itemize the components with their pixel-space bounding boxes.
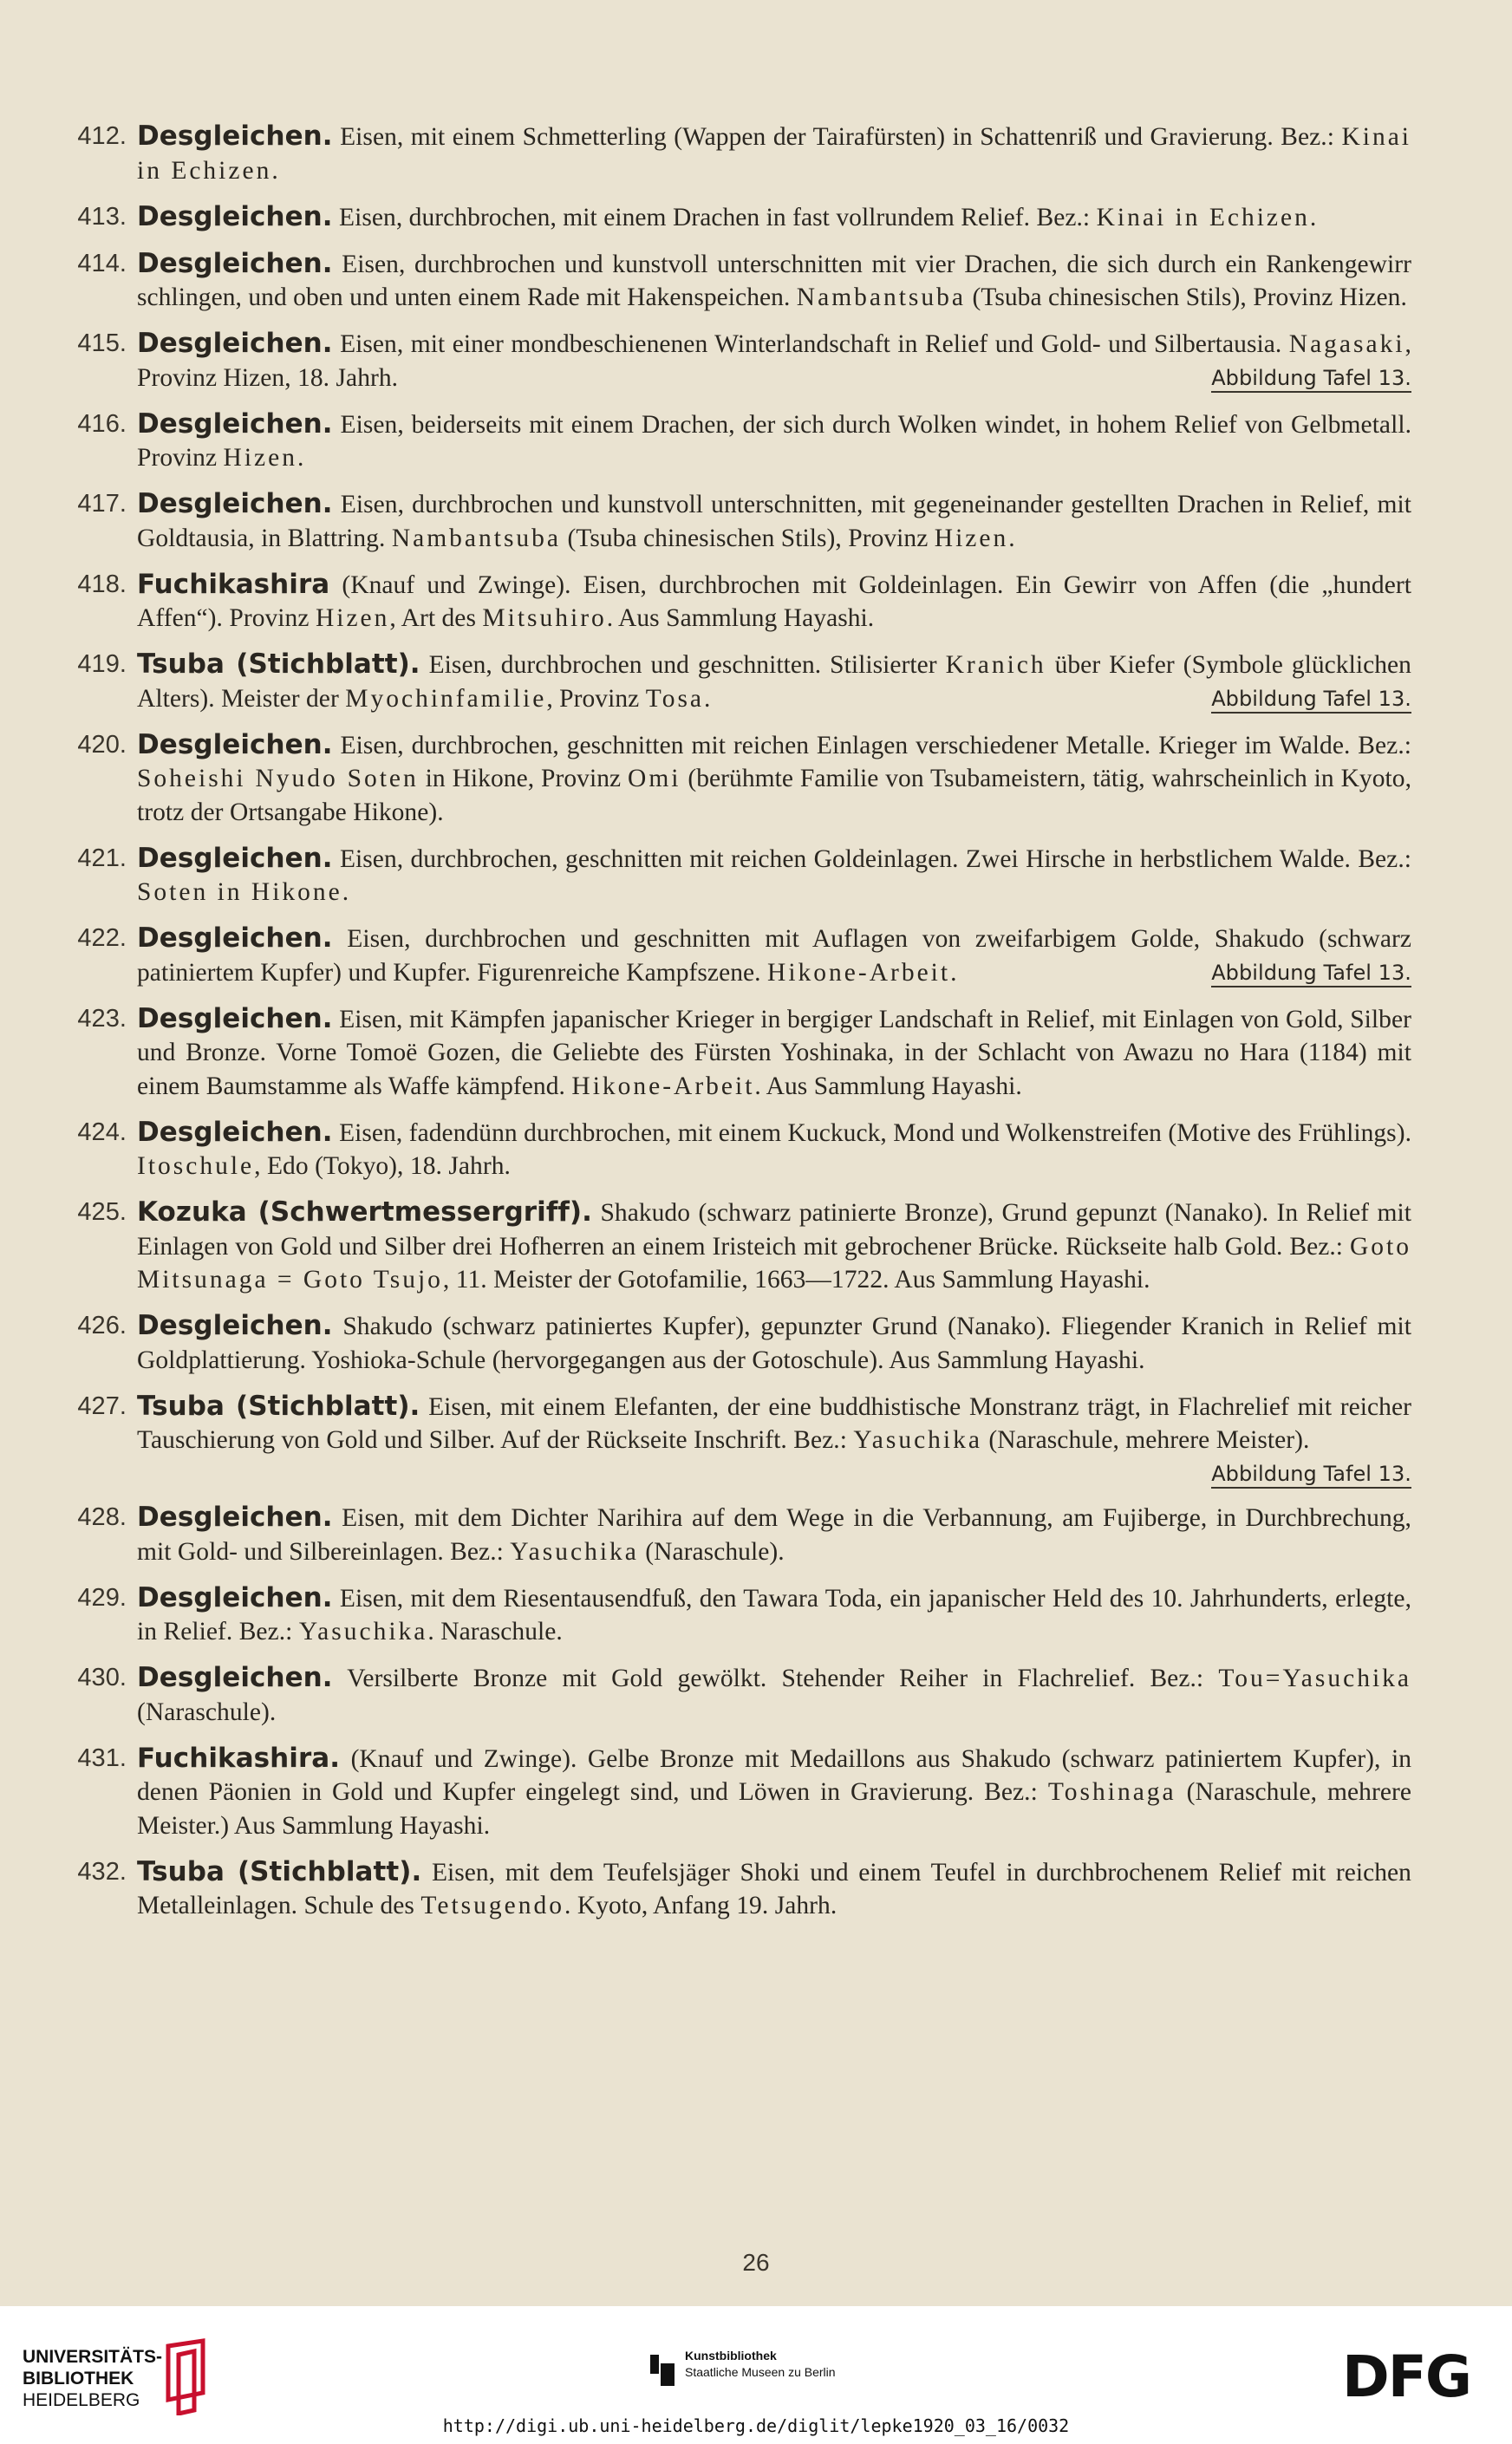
entry-description: . xyxy=(1309,203,1317,231)
entry-number: 418. xyxy=(77,570,127,598)
entry-description: Eisen, mit dem Dichter Narihira auf dem Wege in die Verbannung, am Fujiberge, in Durchbrechung, mit Gold- und Silbereinlagen. Bez.: xyxy=(137,1504,1411,1566)
entry-heading: Fuchikashira. xyxy=(137,1742,341,1774)
entry-description: . Naraschule. xyxy=(427,1618,563,1646)
entry-text xyxy=(137,1661,1411,1729)
catalog-entry xyxy=(52,922,1411,989)
entry-spaced-name: Mitsuhiro xyxy=(482,604,607,632)
entry-description: (Naraschule). xyxy=(137,1698,277,1726)
entry-text xyxy=(137,1855,1411,1923)
entry-spaced-name: Hizen xyxy=(223,444,297,472)
entry-spaced-name: Yasuchika xyxy=(510,1537,639,1566)
entry-description: (Naraschule). xyxy=(638,1537,785,1566)
entry-description: Eisen, mit dem Riesentausendfuß, den Tawara Toda, ein japanischer Held des 10. Jahrhunderts, erlegte, in Relief. Bez.: xyxy=(137,1584,1412,1646)
entry-description: . xyxy=(342,878,349,906)
entry-spaced-name: Hikone-Arbeit xyxy=(767,958,951,987)
catalog-entry xyxy=(52,120,1411,187)
entry-description: (Naraschule, mehrere Meister.) Aus Sammlung Hayashi. xyxy=(137,1778,1411,1840)
entry-heading: Desgleichen. xyxy=(137,121,333,152)
entry-description: Eisen, beiderseits mit einem Drachen, der sich durch Wolken windet, in hohem Relief von Gelbmetall. Provinz xyxy=(137,410,1411,472)
entry-description: in Hikone, Provinz xyxy=(418,765,629,792)
university-name-line-3: HEIDELBERG xyxy=(23,2390,140,2410)
entry-heading: Desgleichen. xyxy=(137,328,333,359)
entry-text xyxy=(137,407,1411,475)
entry-description: Shakudo (schwarz patiniertes Kupfer), gepunzter Grund (Nanako). Fliegender Kranich in Relief mit Goldplattierung. Yoshioka-Schule (hervorgegangen aus der Gotoschule). Aus Sammlung Hayashi. xyxy=(137,1313,1411,1374)
entry-description: Eisen, durchbrochen, geschnitten mit reichen Goldeinlagen. Zwei Hirsche in herbstlichem Walde. Bez.: xyxy=(339,844,1412,873)
entry-number: 413. xyxy=(77,202,127,231)
entry-heading: Desgleichen. xyxy=(137,1502,333,1533)
plate-reference: Abbildung Tafel 13. xyxy=(1211,686,1411,714)
entry-text xyxy=(137,1742,1411,1843)
entry-description: Eisen, durchbrochen, mit einem Drachen in fast vollrundem Relief. Bez.: xyxy=(339,203,1097,231)
entry-number: 414. xyxy=(77,249,127,277)
entry-spaced-name: Yasuchika xyxy=(853,1426,982,1454)
page-number: 26 xyxy=(742,2249,770,2276)
catalog-entry xyxy=(52,1390,1411,1489)
entry-number: 426. xyxy=(77,1312,127,1339)
smb-logo-icon xyxy=(648,2353,676,2388)
entry-spaced-name: Hizen xyxy=(315,604,390,632)
catalog-entry xyxy=(52,1501,1411,1568)
plate-reference: Abbildung Tafel 13. xyxy=(1211,1461,1411,1489)
entry-number: 428. xyxy=(77,1503,127,1531)
entry-description: , Provinz Hizen, 18. Jahrh. xyxy=(137,330,1411,392)
entry-description: Versilberte Bronze mit Gold gewölkt. Stehender Reiher in Flachrelief. Bez.: xyxy=(347,1665,1219,1692)
catalog-entry xyxy=(52,1196,1411,1297)
entry-spaced-name: Toshinaga xyxy=(1047,1778,1176,1806)
entry-spaced-name: Omi xyxy=(628,765,681,792)
entry-heading: Desgleichen. xyxy=(137,1002,333,1034)
entry-heading: Desgleichen. xyxy=(137,842,333,874)
catalog-entry xyxy=(52,1116,1411,1183)
entry-text xyxy=(137,1501,1411,1568)
entry-spaced-name: Kranich xyxy=(945,651,1046,679)
entry-description: (Tsuba chinesischen Stils), Provinz xyxy=(561,524,935,552)
entry-spaced-name: Nambantsuba xyxy=(391,524,562,552)
entry-spaced-name: Nagasaki xyxy=(1288,330,1405,358)
entry-description: (Knauf und Zwinge). Eisen, durchbrochen mit Goldeinlagen. Ein Gewirr von Affen (die „hundert Affen“). Provinz xyxy=(137,570,1411,632)
entry-number: 416. xyxy=(77,409,127,438)
university-name-line-2: BIBLIOTHEK xyxy=(23,2369,134,2389)
entry-text xyxy=(137,247,1411,315)
entry-heading: Desgleichen. xyxy=(137,247,333,279)
entry-text xyxy=(137,1002,1411,1104)
entry-description: Eisen, mit einer mondbeschienenen Winterlandschaft in Relief und Gold- und Silbertausia. xyxy=(340,330,1289,358)
catalog-entry xyxy=(52,407,1411,475)
catalog-entry xyxy=(52,1002,1411,1104)
entry-heading: Desgleichen. xyxy=(137,728,333,760)
entry-description: (berühmte Familie von Tsubameistern, tätig, wahrscheinlich in Kyoto, trotz der Ortsangabe Hikone). xyxy=(137,765,1412,826)
entry-spaced-name: Nambantsuba xyxy=(796,284,967,311)
entry-number: 422. xyxy=(77,924,127,952)
entry-description: . xyxy=(950,958,957,987)
kunstbibliothek-subtitle: Staatliche Museen zu Berlin xyxy=(685,2365,836,2379)
entry-description: Eisen, durchbrochen und geschnitten. Stilisierter xyxy=(428,651,946,679)
entry-description: . xyxy=(271,156,278,185)
entry-description: Eisen, mit einem Schmetterling (Wappen der Tairafürsten) in Schattenriß und Gravierung. Bez.: xyxy=(340,123,1342,151)
entry-description: . Kyoto, Anfang 19. Jahrh. xyxy=(564,1892,837,1919)
university-library-name xyxy=(23,2346,162,2411)
entry-number: 419. xyxy=(77,650,127,678)
entry-description: (Tsuba chinesischen Stils), Provinz Hizen. xyxy=(966,284,1407,311)
entry-number: 420. xyxy=(77,730,127,759)
entry-description: , Art des xyxy=(389,604,483,632)
entry-text xyxy=(137,568,1411,635)
entry-heading: Tsuba (Stichblatt). xyxy=(137,1855,422,1887)
entry-spaced-name: Kinai in Echizen xyxy=(137,123,1411,185)
university-library-logo[interactable] xyxy=(23,2337,231,2415)
kunstbibliothek-title: Kunstbibliothek xyxy=(685,2349,777,2363)
entry-spaced-name: Yasuchika xyxy=(298,1618,428,1646)
entry-text xyxy=(137,648,1411,715)
catalog-entry xyxy=(52,247,1411,315)
entry-description: Eisen, mit Kämpfen japanischer Krieger in bergiger Landschaft in Relief, mit Einlagen von Gold, Silber und Bronze. Vorne Tomoë Gozen, die Geliebte des Fürsten Yoshinaka, in der Schlacht von Awazu no Hara (1184) mit einem Baumstamme als Waffe kämpfend. xyxy=(137,1005,1411,1100)
plate-reference: Abbildung Tafel 13. xyxy=(1211,960,1411,987)
entry-description: Eisen, durchbrochen und kunstvoll unterschnitten, mit gegeneinander gestellten Drachen in Relief, mit Goldtausia, in Blattring. xyxy=(137,491,1411,552)
plate-reference: Abbildung Tafel 13. xyxy=(1211,365,1411,393)
entry-number: 415. xyxy=(77,329,127,357)
entry-heading: Kozuka (Schwertmessergriff). xyxy=(137,1196,592,1228)
entry-number: 432. xyxy=(77,1857,127,1886)
entry-text xyxy=(137,842,1411,909)
entry-description: . Aus Sammlung Hayashi. xyxy=(606,604,875,632)
entry-description: Eisen, durchbrochen und kunstvoll unterschnitten mit vier Drachen, die sich durch ein Rankengewirr schlingen, und oben und unten einem Rade mit Hakenspeichen. xyxy=(137,250,1411,311)
entry-description: , Edo (Tokyo), 18. Jahrh. xyxy=(254,1152,511,1180)
entry-description: . Aus Sammlung Hayashi. xyxy=(754,1072,1022,1100)
entry-number: 431. xyxy=(77,1743,127,1772)
entry-description: , Provinz xyxy=(546,684,646,713)
entry-number: 417. xyxy=(77,490,127,518)
entry-description: , 11. Meister der Gotofamilie, 1663—1722. Aus Sammlung Hayashi. xyxy=(442,1266,1150,1294)
entry-heading: Tsuba (Stichblatt). xyxy=(137,1390,420,1422)
entry-text xyxy=(137,1309,1411,1377)
catalog-entries xyxy=(52,120,1411,1935)
entry-description: Eisen, mit einem Elefanten, der eine buddhistische Monstranz trägt, in Flachrelief mit reicher Tauschierung von Gold und Silber. Auf der Rückseite Inschrift. Bez.: xyxy=(137,1392,1411,1454)
university-name-line-1: UNIVERSITÄTS- xyxy=(23,2347,163,2367)
entry-text xyxy=(137,487,1411,555)
entry-description: (Naraschule, mehrere Meister). xyxy=(981,1426,1310,1454)
catalog-entry xyxy=(52,1661,1411,1729)
catalog-entry xyxy=(52,648,1411,715)
entry-heading: Desgleichen. xyxy=(137,1662,333,1693)
entry-number: 424. xyxy=(77,1118,127,1146)
entry-description: Eisen, mit dem Teufelsjäger Shoki und einem Teufel in durchbrochenem Relief mit reichen Metalleinlagen. Schule des xyxy=(137,1858,1411,1919)
catalog-entry xyxy=(52,487,1411,555)
entry-number: 425. xyxy=(77,1198,127,1226)
university-logo-icon xyxy=(153,2337,231,2415)
entry-heading: Tsuba (Stichblatt). xyxy=(137,648,420,680)
entry-description: (Knauf und Zwinge). Gelbe Bronze mit Medaillons aus Shakudo (schwarz patiniertem Kupfer), in denen Päonien in Gold und Kupfer eingelegt sind, und Löwen in Gravierung. Bez.: xyxy=(137,1744,1411,1806)
catalog-entry xyxy=(52,200,1411,235)
entry-heading: Desgleichen. xyxy=(137,1116,333,1148)
entry-text xyxy=(137,728,1411,830)
catalog-entry xyxy=(52,1581,1411,1649)
entry-text xyxy=(137,200,1411,235)
entry-text xyxy=(137,1390,1411,1489)
entry-spaced-name: Tetsugendo xyxy=(420,1892,564,1919)
entry-number: 427. xyxy=(77,1391,127,1420)
entry-description: über Kiefer (Symbole glücklichen Alters). Meister der xyxy=(137,651,1411,713)
entry-heading: Desgleichen. xyxy=(137,1310,333,1341)
entry-spaced-name: Tosa xyxy=(645,684,705,713)
catalog-entry xyxy=(52,1309,1411,1377)
entry-spaced-name: Tou=Yasuchika xyxy=(1218,1665,1411,1692)
catalog-entry xyxy=(52,1742,1411,1843)
entry-heading: Fuchikashira xyxy=(137,568,330,600)
catalog-entry xyxy=(52,728,1411,830)
entry-spaced-name: Goto Mitsunaga = Goto Tsujo xyxy=(137,1232,1411,1294)
catalog-entry xyxy=(52,842,1411,909)
entry-text xyxy=(137,1116,1411,1183)
entry-heading: Desgleichen. xyxy=(137,200,333,232)
entry-spaced-name: Myochinfamilie xyxy=(345,684,547,713)
entry-heading: Desgleichen. xyxy=(137,488,333,519)
entry-number: 429. xyxy=(77,1583,127,1612)
catalog-entry xyxy=(52,1855,1411,1923)
entry-text xyxy=(137,327,1411,394)
entry-text xyxy=(137,120,1411,187)
entry-spaced-name: Hikone-Arbeit xyxy=(571,1072,755,1100)
entry-spaced-name: Hizen xyxy=(934,524,1009,552)
entry-spaced-name: Soheishi Nyudo Soten xyxy=(137,765,419,792)
entry-description: . xyxy=(297,444,304,472)
entry-spaced-name: Kinai in Echizen xyxy=(1096,203,1310,231)
entry-description: Eisen, durchbrochen, geschnitten mit reichen Einlagen verschiedener Metalle. Krieger im Walde. Bez.: xyxy=(340,731,1411,759)
entry-text xyxy=(137,922,1411,989)
entry-text xyxy=(137,1196,1411,1297)
kunstbibliothek-logo[interactable] xyxy=(648,2348,874,2408)
entry-spaced-name: Itoschule xyxy=(137,1152,255,1180)
entry-description: . xyxy=(704,684,711,713)
entry-spaced-name: Soten in Hikone xyxy=(137,878,342,906)
entry-text xyxy=(137,1581,1411,1649)
catalog-entry xyxy=(52,568,1411,635)
catalog-entry xyxy=(52,327,1411,394)
entry-description: . xyxy=(1008,524,1015,552)
entry-description: Shakudo (schwarz patinierte Bronze), Grund gepunzt (Nanako). In Relief mit Einlagen von Gold und Silber drei Hofherren an einem Iristeich mit gebrochener Brücke. Rückseite halb Gold. Bez.: xyxy=(137,1199,1411,1261)
entry-description: Eisen, durchbrochen und geschnitten mit Auflagen von zweifarbigem Golde, Shakudo (schwarz patiniertem Kupfer) und Kupfer. Figurenreiche Kampfszene. xyxy=(137,925,1411,987)
entry-heading: Desgleichen. xyxy=(137,922,333,954)
entry-description: Eisen, fadendünn durchbrochen, mit einem Kuckuck, Mond und Wolkenstreifen (Motive des Frühlings). xyxy=(339,1118,1411,1147)
entry-number: 412. xyxy=(77,122,127,150)
entry-number: 423. xyxy=(77,1004,127,1033)
page-url-link[interactable]: http://digi.ub.uni-heidelberg.de/diglit/lepke1920_03_16/0032 xyxy=(442,2415,1070,2436)
entry-heading: Desgleichen. xyxy=(137,1581,333,1613)
entry-heading: Desgleichen. xyxy=(137,407,333,440)
entry-number: 430. xyxy=(77,1664,127,1691)
entry-number: 421. xyxy=(77,844,127,872)
dfg-logo[interactable]: DFG xyxy=(1342,2343,1471,2410)
